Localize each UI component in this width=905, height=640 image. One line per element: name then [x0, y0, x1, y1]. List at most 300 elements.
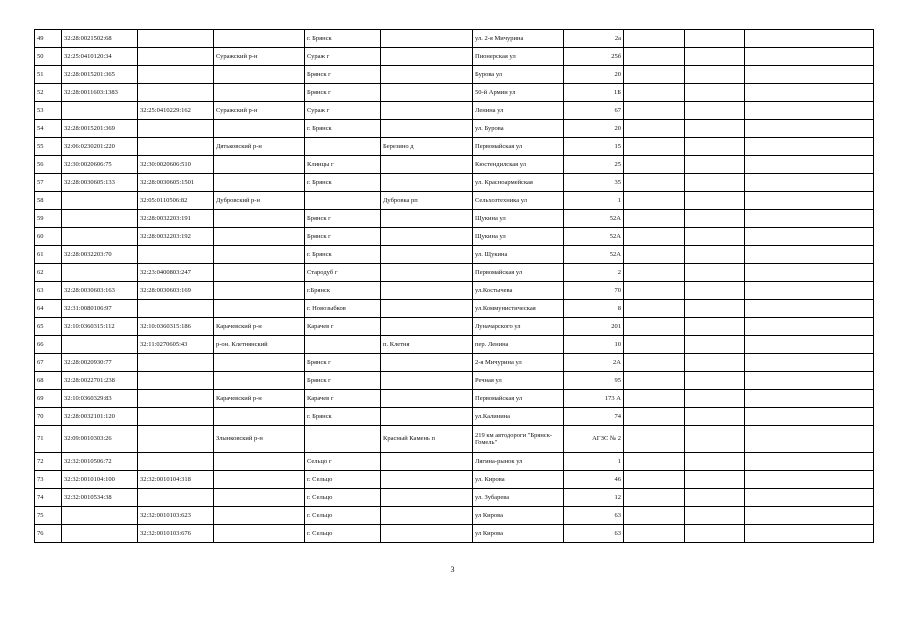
cadastral-number-cell: 32:28:0015201:365: [62, 66, 138, 84]
extra-col-2-cell: [685, 489, 745, 507]
district-cell: [214, 525, 305, 543]
table-row: [35, 138, 874, 156]
extra-col-2-cell: [685, 282, 745, 300]
cadastral-number-alt-cell: [138, 138, 214, 156]
district-cell: Злынковский р-н: [214, 426, 305, 453]
row-number-cell: 76: [35, 525, 62, 543]
extra-col-1-cell: [624, 390, 685, 408]
row-number-cell: 51: [35, 66, 62, 84]
table-row: [35, 120, 874, 138]
extra-col-3-cell: [745, 453, 874, 471]
district-cell: [214, 174, 305, 192]
cadastral-number-cell: 32:25:0410120:34: [62, 48, 138, 66]
table-row: [35, 174, 874, 192]
cadastral-number-alt-cell: 32:28:0030605:1501: [138, 174, 214, 192]
settlement-cell: Красный Камень п: [381, 426, 473, 453]
extra-col-1-cell: [624, 282, 685, 300]
street-cell: ул Кирова: [473, 507, 564, 525]
extra-col-1-cell: [624, 66, 685, 84]
row-number-cell: 70: [35, 408, 62, 426]
extra-col-3-cell: [745, 192, 874, 210]
cadastral-number-cell: [62, 507, 138, 525]
extra-col-2-cell: [685, 102, 745, 120]
cadastral-number-alt-cell: 32:11:0270605:43: [138, 336, 214, 354]
cadastral-number-alt-cell: 32:28:0032203:192: [138, 228, 214, 246]
street-cell: Первомайская ул: [473, 138, 564, 156]
row-number-cell: 73: [35, 471, 62, 489]
city-cell: Сураж г: [305, 48, 381, 66]
row-number-cell: 54: [35, 120, 62, 138]
table-row: [35, 453, 874, 471]
settlement-cell: Березино д: [381, 138, 473, 156]
street-cell: Ленина ул: [473, 102, 564, 120]
settlement-cell: [381, 489, 473, 507]
street-cell: Первомайская ул: [473, 390, 564, 408]
city-cell: Брянск г: [305, 372, 381, 390]
table-row: [35, 390, 874, 408]
cadastral-number-cell: 32:28:0011603:1383: [62, 84, 138, 102]
table-row: [35, 300, 874, 318]
city-cell: [305, 426, 381, 453]
cadastral-number-cell: 32:28:0030603:163: [62, 282, 138, 300]
extra-col-3-cell: [745, 264, 874, 282]
extra-col-1-cell: [624, 372, 685, 390]
house-number-cell: 52А: [564, 228, 624, 246]
extra-col-1-cell: [624, 264, 685, 282]
extra-col-2-cell: [685, 192, 745, 210]
row-number-cell: 66: [35, 336, 62, 354]
district-cell: [214, 30, 305, 48]
cadastral-number-alt-cell: [138, 300, 214, 318]
extra-col-2-cell: [685, 318, 745, 336]
property-register-table: [34, 29, 874, 543]
house-number-cell: АГЗС № 2: [564, 426, 624, 453]
extra-col-3-cell: [745, 507, 874, 525]
street-cell: ул. Кирова: [473, 471, 564, 489]
district-cell: [214, 354, 305, 372]
extra-col-2-cell: [685, 507, 745, 525]
extra-col-3-cell: [745, 471, 874, 489]
district-cell: [214, 84, 305, 102]
row-number-cell: 59: [35, 210, 62, 228]
table-row: [35, 282, 874, 300]
table-row: [35, 372, 874, 390]
extra-col-2-cell: [685, 48, 745, 66]
table-row: [35, 192, 874, 210]
city-cell: Карачев г: [305, 390, 381, 408]
settlement-cell: [381, 210, 473, 228]
cadastral-number-alt-cell: 32:05:0110506:82: [138, 192, 214, 210]
extra-col-2-cell: [685, 336, 745, 354]
cadastral-number-cell: [62, 525, 138, 543]
house-number-cell: 70: [564, 282, 624, 300]
extra-col-2-cell: [685, 372, 745, 390]
extra-col-2-cell: [685, 84, 745, 102]
row-number-cell: 53: [35, 102, 62, 120]
extra-col-1-cell: [624, 120, 685, 138]
cadastral-number-cell: [62, 102, 138, 120]
district-cell: [214, 372, 305, 390]
table-row: [35, 264, 874, 282]
cadastral-number-alt-cell: [138, 48, 214, 66]
settlement-cell: [381, 300, 473, 318]
extra-col-3-cell: [745, 174, 874, 192]
street-cell: Пионерская ул: [473, 48, 564, 66]
city-cell: Карачев г: [305, 318, 381, 336]
street-cell: Бурова ул: [473, 66, 564, 84]
extra-col-3-cell: [745, 30, 874, 48]
extra-col-1-cell: [624, 102, 685, 120]
district-cell: Дятьковский р-н: [214, 138, 305, 156]
table-row: [35, 102, 874, 120]
cadastral-number-cell: 32:28:0020930:77: [62, 354, 138, 372]
extra-col-3-cell: [745, 336, 874, 354]
street-cell: Сельхозтехника ул: [473, 192, 564, 210]
cadastral-number-cell: 32:10:0360315:112: [62, 318, 138, 336]
extra-col-1-cell: [624, 192, 685, 210]
city-cell: Брянск г: [305, 210, 381, 228]
extra-col-3-cell: [745, 282, 874, 300]
extra-col-1-cell: [624, 246, 685, 264]
extra-col-1-cell: [624, 354, 685, 372]
settlement-cell: [381, 471, 473, 489]
extra-col-1-cell: [624, 210, 685, 228]
house-number-cell: 1: [564, 192, 624, 210]
cadastral-number-alt-cell: 32:32:0010104:318: [138, 471, 214, 489]
district-cell: р-он. Клетнянский: [214, 336, 305, 354]
cadastral-number-alt-cell: [138, 84, 214, 102]
extra-col-1-cell: [624, 138, 685, 156]
city-cell: Брянск г: [305, 84, 381, 102]
street-cell: Речная ул: [473, 372, 564, 390]
row-number-cell: 75: [35, 507, 62, 525]
house-number-cell: 12: [564, 489, 624, 507]
street-cell: ул Кирова: [473, 525, 564, 543]
settlement-cell: [381, 174, 473, 192]
cadastral-number-cell: 32:06:0230201:220: [62, 138, 138, 156]
house-number-cell: 2А: [564, 354, 624, 372]
row-number-cell: 56: [35, 156, 62, 174]
row-number-cell: 72: [35, 453, 62, 471]
cadastral-number-alt-cell: [138, 30, 214, 48]
cadastral-number-alt-cell: 32:25:0410229:162: [138, 102, 214, 120]
settlement-cell: Дубровка рп: [381, 192, 473, 210]
cadastral-number-alt-cell: 32:28:0030603:169: [138, 282, 214, 300]
extra-col-3-cell: [745, 66, 874, 84]
city-cell: г. Брянск: [305, 408, 381, 426]
cadastral-number-cell: 32:28:0032101:120: [62, 408, 138, 426]
row-number-cell: 65: [35, 318, 62, 336]
cadastral-number-cell: [62, 228, 138, 246]
settlement-cell: [381, 156, 473, 174]
table-row: [35, 228, 874, 246]
settlement-cell: [381, 507, 473, 525]
extra-col-1-cell: [624, 336, 685, 354]
house-number-cell: 1: [564, 453, 624, 471]
city-cell: г. Сельцо: [305, 489, 381, 507]
district-cell: [214, 507, 305, 525]
cadastral-number-alt-cell: 32:32:0010103:676: [138, 525, 214, 543]
cadastral-number-cell: [62, 210, 138, 228]
extra-col-1-cell: [624, 174, 685, 192]
street-cell: ул. Зубарева: [473, 489, 564, 507]
district-cell: [214, 264, 305, 282]
row-number-cell: 67: [35, 354, 62, 372]
city-cell: г. Сельцо: [305, 507, 381, 525]
extra-col-3-cell: [745, 525, 874, 543]
house-number-cell: 52А: [564, 210, 624, 228]
street-cell: ул.Костычева: [473, 282, 564, 300]
house-number-cell: 52А: [564, 246, 624, 264]
cadastral-number-alt-cell: 32:23:0400803:247: [138, 264, 214, 282]
settlement-cell: [381, 354, 473, 372]
extra-col-1-cell: [624, 156, 685, 174]
city-cell: г.Брянск: [305, 282, 381, 300]
street-cell: Щукина ул: [473, 210, 564, 228]
house-number-cell: 25б: [564, 48, 624, 66]
extra-col-1-cell: [624, 30, 685, 48]
extra-col-1-cell: [624, 84, 685, 102]
extra-col-2-cell: [685, 228, 745, 246]
row-number-cell: 61: [35, 246, 62, 264]
extra-col-3-cell: [745, 300, 874, 318]
street-cell: Первомайская ул: [473, 264, 564, 282]
street-cell: Кюстендилская ул: [473, 156, 564, 174]
extra-col-1-cell: [624, 408, 685, 426]
city-cell: г. Сельцо: [305, 471, 381, 489]
cadastral-number-cell: 32:28:0022701:238: [62, 372, 138, 390]
row-number-cell: 74: [35, 489, 62, 507]
extra-col-3-cell: [745, 372, 874, 390]
cadastral-number-cell: 32:30:0020606:75: [62, 156, 138, 174]
cadastral-number-cell: 32:28:0015201:369: [62, 120, 138, 138]
house-number-cell: 201: [564, 318, 624, 336]
settlement-cell: [381, 48, 473, 66]
table-row: [35, 525, 874, 543]
cadastral-number-cell: 32:28:0021502:68: [62, 30, 138, 48]
row-number-cell: 68: [35, 372, 62, 390]
settlement-cell: [381, 30, 473, 48]
cadastral-number-alt-cell: [138, 453, 214, 471]
row-number-cell: 50: [35, 48, 62, 66]
city-cell: Клинцы г: [305, 156, 381, 174]
house-number-cell: 2: [564, 264, 624, 282]
settlement-cell: [381, 453, 473, 471]
district-cell: [214, 453, 305, 471]
city-cell: г. Брянск: [305, 246, 381, 264]
street-cell: ул. Красноармейская: [473, 174, 564, 192]
row-number-cell: 57: [35, 174, 62, 192]
extra-col-2-cell: [685, 453, 745, 471]
house-number-cell: 173 А: [564, 390, 624, 408]
extra-col-3-cell: [745, 228, 874, 246]
settlement-cell: [381, 390, 473, 408]
city-cell: [305, 192, 381, 210]
table-row: [35, 408, 874, 426]
extra-col-2-cell: [685, 66, 745, 84]
table-row: [35, 426, 874, 453]
extra-col-1-cell: [624, 525, 685, 543]
extra-col-3-cell: [745, 138, 874, 156]
extra-col-1-cell: [624, 318, 685, 336]
settlement-cell: [381, 66, 473, 84]
city-cell: Брянск г: [305, 354, 381, 372]
extra-col-3-cell: [745, 84, 874, 102]
table-row: [35, 354, 874, 372]
extra-col-2-cell: [685, 471, 745, 489]
extra-col-1-cell: [624, 507, 685, 525]
row-number-cell: 64: [35, 300, 62, 318]
street-cell: 219 км автодороги "Брянск-Гомель": [473, 426, 564, 453]
district-cell: [214, 120, 305, 138]
street-cell: ул.Калинина: [473, 408, 564, 426]
extra-col-3-cell: [745, 426, 874, 453]
cadastral-number-cell: 32:09:0010303:26: [62, 426, 138, 453]
city-cell: г. Новозыбков: [305, 300, 381, 318]
extra-col-1-cell: [624, 426, 685, 453]
house-number-cell: 25: [564, 156, 624, 174]
extra-col-3-cell: [745, 354, 874, 372]
street-cell: ул. Бурова: [473, 120, 564, 138]
extra-col-3-cell: [745, 318, 874, 336]
extra-col-1-cell: [624, 48, 685, 66]
cadastral-number-cell: [62, 336, 138, 354]
house-number-cell: 8: [564, 300, 624, 318]
house-number-cell: 63: [564, 525, 624, 543]
cadastral-number-cell: [62, 264, 138, 282]
cadastral-number-cell: [62, 192, 138, 210]
house-number-cell: 1Б: [564, 84, 624, 102]
extra-col-2-cell: [685, 138, 745, 156]
table-row: [35, 246, 874, 264]
city-cell: г. Брянск: [305, 174, 381, 192]
row-number-cell: 71: [35, 426, 62, 453]
settlement-cell: п. Клетня: [381, 336, 473, 354]
street-cell: ул.Коммунистическая: [473, 300, 564, 318]
cadastral-number-cell: 32:32:0010506:72: [62, 453, 138, 471]
street-cell: ул. Щукина: [473, 246, 564, 264]
row-number-cell: 49: [35, 30, 62, 48]
city-cell: Сельцо г: [305, 453, 381, 471]
district-cell: [214, 228, 305, 246]
street-cell: Лягина-рынок ул: [473, 453, 564, 471]
extra-col-2-cell: [685, 156, 745, 174]
extra-col-3-cell: [745, 390, 874, 408]
extra-col-2-cell: [685, 120, 745, 138]
cadastral-number-alt-cell: [138, 408, 214, 426]
house-number-cell: 35: [564, 174, 624, 192]
extra-col-2-cell: [685, 390, 745, 408]
street-cell: 50-й Армии ул: [473, 84, 564, 102]
house-number-cell: 15: [564, 138, 624, 156]
settlement-cell: [381, 246, 473, 264]
cadastral-number-cell: 32:32:0010534:38: [62, 489, 138, 507]
city-cell: Брянск г: [305, 228, 381, 246]
city-cell: Стародуб г: [305, 264, 381, 282]
cadastral-number-alt-cell: 32:30:0020606:510: [138, 156, 214, 174]
district-cell: [214, 489, 305, 507]
extra-col-1-cell: [624, 228, 685, 246]
settlement-cell: [381, 120, 473, 138]
extra-col-2-cell: [685, 426, 745, 453]
table-body: [35, 30, 874, 543]
cadastral-number-alt-cell: [138, 66, 214, 84]
district-cell: [214, 408, 305, 426]
settlement-cell: [381, 228, 473, 246]
cadastral-number-alt-cell: [138, 390, 214, 408]
row-number-cell: 52: [35, 84, 62, 102]
cadastral-number-alt-cell: [138, 372, 214, 390]
district-cell: Дубровский р-н: [214, 192, 305, 210]
district-cell: Суражский р-н: [214, 102, 305, 120]
row-number-cell: 63: [35, 282, 62, 300]
settlement-cell: [381, 84, 473, 102]
extra-col-3-cell: [745, 210, 874, 228]
page-number: 3: [450, 565, 455, 574]
house-number-cell: 20: [564, 66, 624, 84]
cadastral-number-alt-cell: [138, 120, 214, 138]
cadastral-number-alt-cell: [138, 489, 214, 507]
district-cell: [214, 156, 305, 174]
district-cell: [214, 210, 305, 228]
extra-col-2-cell: [685, 300, 745, 318]
table-row: [35, 84, 874, 102]
extra-col-1-cell: [624, 471, 685, 489]
cadastral-number-cell: 32:28:0032203:70: [62, 246, 138, 264]
house-number-cell: 20: [564, 120, 624, 138]
district-cell: [214, 246, 305, 264]
cadastral-number-alt-cell: 32:32:0010103:623: [138, 507, 214, 525]
table-row: [35, 210, 874, 228]
settlement-cell: [381, 408, 473, 426]
extra-col-3-cell: [745, 48, 874, 66]
cadastral-number-alt-cell: 32:28:0032203:191: [138, 210, 214, 228]
extra-col-1-cell: [624, 489, 685, 507]
extra-col-2-cell: [685, 210, 745, 228]
extra-col-3-cell: [745, 408, 874, 426]
extra-col-2-cell: [685, 525, 745, 543]
settlement-cell: [381, 102, 473, 120]
city-cell: г. Сельцо: [305, 525, 381, 543]
table-row: [35, 30, 874, 48]
extra-col-2-cell: [685, 246, 745, 264]
table-row: [35, 489, 874, 507]
cadastral-number-cell: 32:31:0080106:97: [62, 300, 138, 318]
city-cell: Сураж г: [305, 102, 381, 120]
extra-col-3-cell: [745, 156, 874, 174]
district-cell: Карачевский р-н: [214, 318, 305, 336]
table-row: [35, 156, 874, 174]
cadastral-number-cell: 32:32:0010104:100: [62, 471, 138, 489]
extra-col-3-cell: [745, 489, 874, 507]
district-cell: [214, 300, 305, 318]
row-number-cell: 55: [35, 138, 62, 156]
district-cell: Карачевский р-н: [214, 390, 305, 408]
extra-col-2-cell: [685, 174, 745, 192]
city-cell: г. Брянск: [305, 30, 381, 48]
house-number-cell: 63: [564, 507, 624, 525]
row-number-cell: 58: [35, 192, 62, 210]
settlement-cell: [381, 525, 473, 543]
street-cell: Щукина ул: [473, 228, 564, 246]
settlement-cell: [381, 264, 473, 282]
extra-col-2-cell: [685, 354, 745, 372]
extra-col-2-cell: [685, 264, 745, 282]
extra-col-3-cell: [745, 102, 874, 120]
house-number-cell: 46: [564, 471, 624, 489]
row-number-cell: 69: [35, 390, 62, 408]
house-number-cell: 67: [564, 102, 624, 120]
